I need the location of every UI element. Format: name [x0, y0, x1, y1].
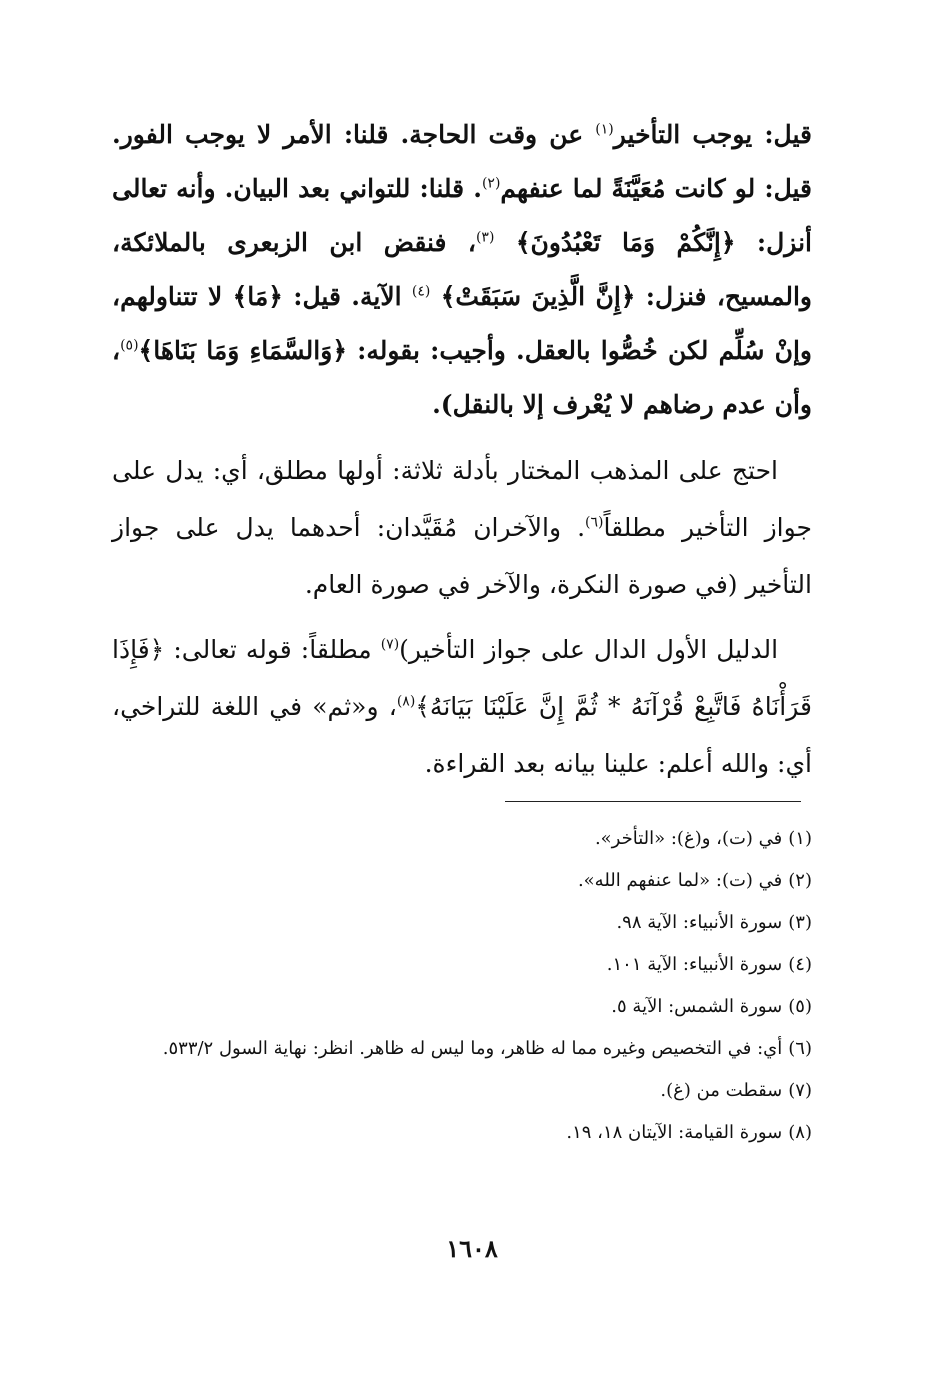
footnote-text: سورة الأنبياء: الآية ١٠١.: [606, 954, 783, 975]
footnote-number: (٢): [788, 870, 812, 891]
footnote-number: (٤): [788, 954, 812, 975]
bold-paragraph: [112, 108, 812, 432]
text-segment: . قلنا: للتواني بعد البيان. وأنه تعالى أنزل: ﴿إِنَّكُمْ وَمَا تَعْبُدُونَ﴾: [112, 174, 812, 257]
footnote-item: [112, 1028, 812, 1070]
text-segment: عن وقت الحاجة. قلنا: الأمر لا يوجب الفور. قيل: لو كانت مُعَيَّنَةً لما عنفهم: [112, 120, 812, 203]
text-segment: قيل: يوجب التأخير: [613, 120, 812, 149]
page-number: ١٦٠٨: [446, 1234, 498, 1263]
footnote-item: [112, 944, 812, 986]
footnote-number: (٥): [788, 996, 812, 1017]
text-segment: ، و«ثم» في اللغة للتراخي، أي: والله أعلم: علينا بيانه بعد القراءة.: [112, 692, 812, 778]
paragraph-arguments: [112, 442, 812, 613]
text-segment: ، فنقض ابن الزبعرى بالملائكة، والمسيح، فنزل: ﴿إِنَّ الَّذِينَ سَبَقَتْ﴾: [112, 228, 812, 311]
footnote-text: سورة الشمس: الآية ٥.: [611, 996, 783, 1017]
footnote-item: [112, 1070, 812, 1112]
footnote-marker-1: (١): [595, 121, 614, 138]
footnote-item: [112, 1112, 812, 1154]
text-segment: ، وأن عدم رضاهم لا يُعْرف إلا بالنقل).: [112, 336, 812, 419]
paragraph-first-proof: [112, 621, 812, 792]
footnote-marker-8: (٨): [396, 693, 416, 710]
text-segment: مطلقاً: قوله تعالى: ﴿فَإِذَا قَرَأْنَاهُ فَاتَّبِعْ قُرْآنَهُ * ثُمَّ إِنَّ عَلَيْنَا بَيَانَهُ﴾: [112, 635, 812, 721]
footnote-number: (٣): [788, 912, 812, 933]
footnote-text: في (ت)، و(غ): «التأخر».: [594, 828, 783, 849]
footnote-number: (٨): [788, 1122, 812, 1143]
footnotes-list: [112, 818, 812, 1154]
footnote-number: (١): [788, 828, 812, 849]
footnote-separator: [505, 801, 801, 802]
footnote-text: في (ت): «لما عنفهم الله».: [577, 870, 783, 891]
footnote-marker-7: (٧): [380, 636, 400, 653]
regular-text-block: [112, 442, 812, 792]
footnote-text: سورة الأنبياء: الآية ٩٨.: [616, 912, 783, 933]
footnote-number: (٧): [788, 1080, 812, 1101]
bold-text-block: [112, 108, 812, 432]
text-segment: . والآخران مُقَيَّدان: أحدهما يدل على جواز التأخير (في صورة النكرة، والآخر في صورة العام.: [112, 513, 812, 599]
text-segment: احتج على المذهب المختار بأدلة ثلاثة: أولها مطلق، أي: يدل على جواز التأخير مطلقاً: [112, 456, 812, 542]
footnote-text: سورة القيامة: الآيتان ١٨، ١٩.: [566, 1122, 783, 1143]
footnote-item: [112, 902, 812, 944]
footnote-marker-5: (٥): [120, 337, 139, 354]
footnote-marker-6: (٦): [585, 514, 604, 531]
footnote-item: [112, 986, 812, 1028]
footnote-text: أي: في التخصيص وغيره مما له ظاهر، وما ليس له ظاهر. انظر: نهاية السول ٥٣٣/٢.: [162, 1038, 783, 1059]
footnote-text: سقطت من (غ).: [660, 1080, 783, 1101]
footnote-marker-3: (٣): [475, 229, 495, 246]
footnote-marker-4: (٤): [411, 283, 431, 300]
footnote-marker-2: (٢): [481, 175, 501, 192]
text-segment: الدليل الأول الدال على جواز التأخير): [399, 635, 779, 664]
footnote-number: (٦): [788, 1038, 812, 1059]
footnote-item: [112, 818, 812, 860]
text-segment: الآية. قيل: ﴿مَا﴾ لا تتناولهم، وإنْ سُلِّم لكن خُصُّوا بالعقل. وأجيب: بقوله: ﴿وَالسَّمَاءِ وَمَا بَنَاهَا﴾: [112, 282, 812, 365]
footnote-item: [112, 860, 812, 902]
